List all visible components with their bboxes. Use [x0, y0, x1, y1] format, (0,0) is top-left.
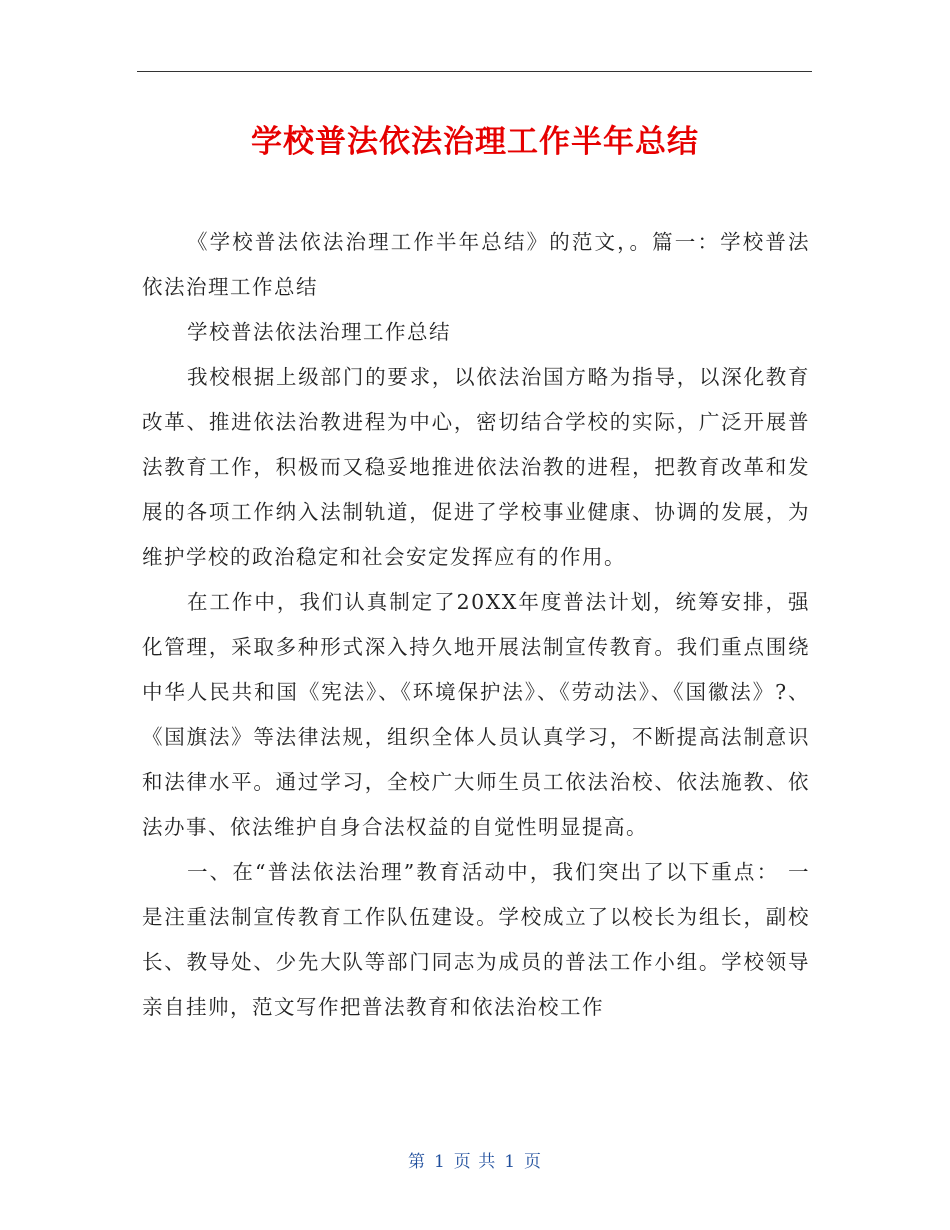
document-title: 学校普法依法治理工作半年总结	[251, 124, 699, 160]
paragraph-key-points: 一、在“普法依法治理”教育活动中，我们突出了以下重点： 一是注重法制宣传教育工作队伍建设。学校成立了以校长为组长，副校长、教导处、少先大队等部门同志为成员的普法工作小组。学校领导亲自挂帅，范文写作把普法教育和依法治校工作	[142, 860, 810, 1019]
document-body	[142, 220, 810, 1030]
footer-suffix: 页	[524, 1152, 543, 1172]
paragraph-subtitle: 学校普法依法治理工作总结	[187, 320, 451, 344]
paragraph-intro: 《学校普法依法治理工作半年总结》的范文，。篇一：学校普法依法治理工作总结	[142, 230, 810, 299]
header-rule	[137, 71, 812, 72]
paragraph-work-plan: 在工作中，我们认真制定了20XX年度普法计划，统筹安排，强化管理，采取多种形式深入持久地开展法制宣传教育。我们重点围绕中华人民共和国《宪法》、《环境保护法》、《劳动法》、《国徽法》?、《国旗法》等法律法规，组织全体人员认真学习，不断提高法制意识和法律水平。通过学习，全校广大师生员工依法治校、依法施教、依法办事、依法维护自身合法权益的自觉性明显提高。	[142, 590, 810, 839]
footer-current-page: 1	[433, 1152, 446, 1172]
footer-total-pages: 1	[504, 1152, 517, 1172]
page-footer	[0, 1150, 950, 1174]
footer-mid: 页 共	[453, 1152, 497, 1172]
footer-prefix: 第	[407, 1152, 426, 1172]
paragraph-overview: 我校根据上级部门的要求，以依法治国方略为指导，以深化教育改革、推进依法治教进程为中心，密切结合学校的实际，广泛开展普法教育工作，积极而又稳妥地推进依法治教的进程，把教育改革和发展的各项工作纳入法制轨道，促进了学校事业健康、协调的发展，为维护学校的政治稳定和社会安定发挥应有的作用。	[142, 365, 810, 569]
